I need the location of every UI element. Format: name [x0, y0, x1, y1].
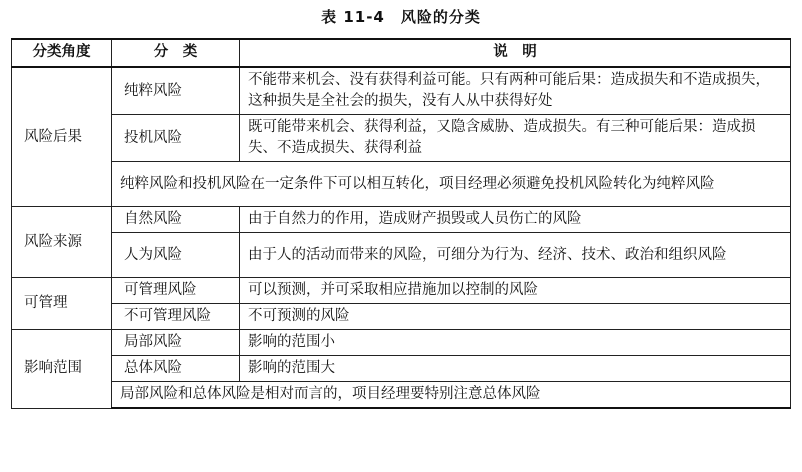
- table-row: [12, 304, 791, 330]
- table-row: [12, 278, 791, 304]
- dimension-cell: 风险来源: [12, 207, 112, 278]
- category-cell: 不可管理风险: [112, 304, 240, 330]
- description-cell: 由于自然力的作用，造成财产损毁或人员伤亡的风险: [240, 207, 791, 233]
- note-cell: 纯粹风险和投机风险在一定条件下可以相互转化，项目经理必须避免投机风险转化为纯粹风险: [112, 162, 791, 207]
- header-dimension: 分类角度: [12, 39, 112, 67]
- table-row: [12, 115, 791, 162]
- header-description: 说 明: [240, 39, 791, 67]
- description-cell: 影响的范围小: [240, 330, 791, 356]
- table-row: [12, 207, 791, 233]
- table-row: [12, 67, 791, 115]
- dimension-cell: 影响范围: [12, 330, 112, 409]
- table-row: [12, 382, 791, 409]
- category-cell: 投机风险: [112, 115, 240, 162]
- table-row: [12, 162, 791, 207]
- table-row: [12, 330, 791, 356]
- table-header-row: [12, 39, 791, 67]
- risk-classification-table: [11, 38, 791, 409]
- description-cell: 既可能带来机会、获得利益，又隐含威胁、造成损失。有三种可能后果：造成损失、不造成损失、获得利益: [240, 115, 791, 162]
- table-caption: 表 11-4 风险的分类: [321, 8, 481, 26]
- table-row: [12, 356, 791, 382]
- description-cell: 影响的范围大: [240, 356, 791, 382]
- category-cell: 自然风险: [112, 207, 240, 233]
- category-cell: 总体风险: [112, 356, 240, 382]
- table-row: [12, 233, 791, 278]
- dimension-cell: 风险后果: [12, 67, 112, 207]
- description-cell: 不能带来机会、没有获得利益可能。只有两种可能后果：造成损失和不造成损失，这种损失是全社会的损失，没有人从中获得好处: [240, 67, 791, 115]
- category-cell: 纯粹风险: [112, 67, 240, 115]
- description-cell: 由于人的活动而带来的风险，可细分为行为、经济、技术、政治和组织风险: [240, 233, 791, 278]
- category-cell: 可管理风险: [112, 278, 240, 304]
- description-cell: 不可预测的风险: [240, 304, 791, 330]
- note-cell: 局部风险和总体风险是相对而言的，项目经理要特别注意总体风险: [112, 382, 791, 409]
- description-cell: 可以预测，并可采取相应措施加以控制的风险: [240, 278, 791, 304]
- category-cell: 局部风险: [112, 330, 240, 356]
- dimension-cell: 可管理: [12, 278, 112, 330]
- header-category: 分 类: [112, 39, 240, 67]
- category-cell: 人为风险: [112, 233, 240, 278]
